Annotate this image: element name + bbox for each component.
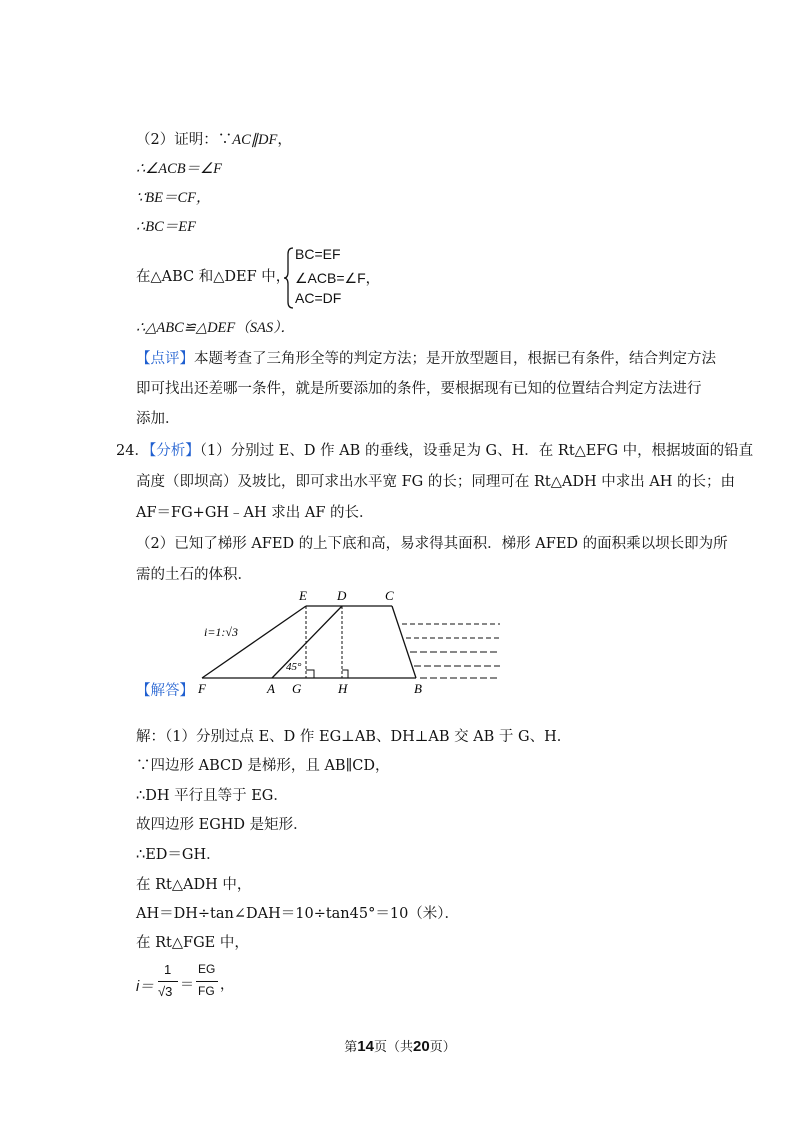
brace-line-2: ∠ACB=∠F， <box>295 270 380 286</box>
right-angle-h <box>342 670 348 678</box>
formula-num-1: 1 <box>164 962 172 977</box>
solution-line-3: ∴DH 平行且等于 EG． <box>136 788 288 804</box>
comment-tag: 【点评】 <box>136 351 194 367</box>
comment-line-3: 添加． <box>136 411 180 427</box>
brace-icon <box>283 246 295 310</box>
formula-num-2: EG <box>198 962 216 976</box>
right-angle-g <box>306 670 314 678</box>
label-d: D <box>337 588 347 603</box>
formula-tail: ， <box>220 976 234 992</box>
formula-den-2: FG <box>198 984 215 998</box>
label-b: B <box>414 681 422 696</box>
analysis-tag: 【分析】 <box>148 443 200 459</box>
analysis-line-1 <box>116 442 753 460</box>
solution-line-5: ∴ED＝GH． <box>136 847 221 863</box>
footer-post: 页） <box>429 1040 456 1055</box>
question-number: 24． <box>116 443 149 459</box>
label-f: F <box>198 681 206 696</box>
slope-formula <box>136 962 286 1006</box>
label-c: C <box>385 588 394 603</box>
footer-pre: 第 <box>344 1040 358 1055</box>
solution-line-2: ∵四边形 ABCD 是梯形，且 AB∥CD， <box>136 758 390 774</box>
fraction-bar-2 <box>196 981 218 982</box>
proof-line-1-a: （2）证明：∵ <box>136 132 233 148</box>
solution-line-6: 在 Rt△ADH 中， <box>136 877 252 893</box>
proof-line-4: ∴BC＝EF <box>136 219 196 235</box>
analysis-line-3: AF＝FG+GH﹣AH 求出 AF 的长． <box>136 505 374 521</box>
label-e: E <box>299 588 307 603</box>
angle-label: 45° <box>286 661 302 673</box>
label-a: A <box>267 681 275 696</box>
brace-line-3: AC=DF <box>295 290 342 306</box>
footer-page-number: 14 <box>357 1038 374 1055</box>
slope-ratio-label: i=1:√3 <box>204 625 239 639</box>
analysis-line-4: （2）已知了梯形 AFED 的上下底和高，易求得其面积．梯形 AFED 的面积乘以坝长即为所 <box>136 536 728 552</box>
answer-tag: 【解答】 <box>136 683 194 699</box>
analysis-text-1: （1）分别过 E、D 作 AB 的垂线，设垂足为 G、H．在 Rt△EFG 中，根据坡面的铅直 <box>199 443 754 459</box>
comment-text-1: 本题考查了三角形全等的判定方法；是开放型题目，根据已有条件，结合判定方法 <box>194 351 716 367</box>
proof-line-5: 在△ABC 和△DEF 中， <box>136 269 291 285</box>
solution-line-1: 解：（1）分别过点 E、D 作 EG⊥AB、DH⊥AB 交 AB 于 G、H． <box>136 729 572 745</box>
solution-line-4: 故四边形 EGHD 是矩形． <box>136 817 308 833</box>
proof-conclusion: ∴△ABC≌△DEF（SAS）． <box>136 320 295 336</box>
analysis-line-2: 高度（即坝高）及坡比，即可求出水平宽 FG 的长；同理可在 Rt△ADH 中求出 AH 的长；由 <box>136 474 736 490</box>
label-g: G <box>292 681 302 696</box>
analysis-line-5: 需的土石的体积． <box>136 567 252 583</box>
answer-tag-line <box>136 682 194 700</box>
fraction-bar-1 <box>158 981 178 982</box>
formula-eq: ＝ <box>180 976 194 992</box>
brace-line-1: BC=EF <box>295 246 341 262</box>
formula-lhs: i＝ <box>136 979 154 995</box>
proof-line-1-b: AC∥DF <box>232 132 278 148</box>
footer-mid: 页（共 <box>373 1040 413 1055</box>
comment-line-1 <box>136 350 716 368</box>
proof-line-1 <box>136 131 292 149</box>
label-h: H <box>338 681 348 696</box>
proof-line-2: ∴∠ACB＝∠F <box>136 161 222 177</box>
solution-line-8: 在 Rt△FGE 中， <box>136 935 249 951</box>
solution-line-7: AH＝DH÷tan∠DAH＝10÷tan45°＝10（米）． <box>136 906 460 922</box>
slope-cb <box>392 606 416 678</box>
proof-line-1-c: ， <box>277 132 292 148</box>
footer-total-pages: 20 <box>413 1038 430 1055</box>
condition-brace <box>283 246 380 310</box>
page-footer <box>0 1036 800 1055</box>
comment-line-2: 即可找出还差哪一条件，就是所要添加的条件，要根据现有已知的位置结合判定方法进行 <box>136 381 702 397</box>
formula-den-1: √3 <box>158 984 173 999</box>
slope-ad <box>272 606 342 678</box>
proof-line-3: ∵BE＝CF， <box>136 190 211 206</box>
